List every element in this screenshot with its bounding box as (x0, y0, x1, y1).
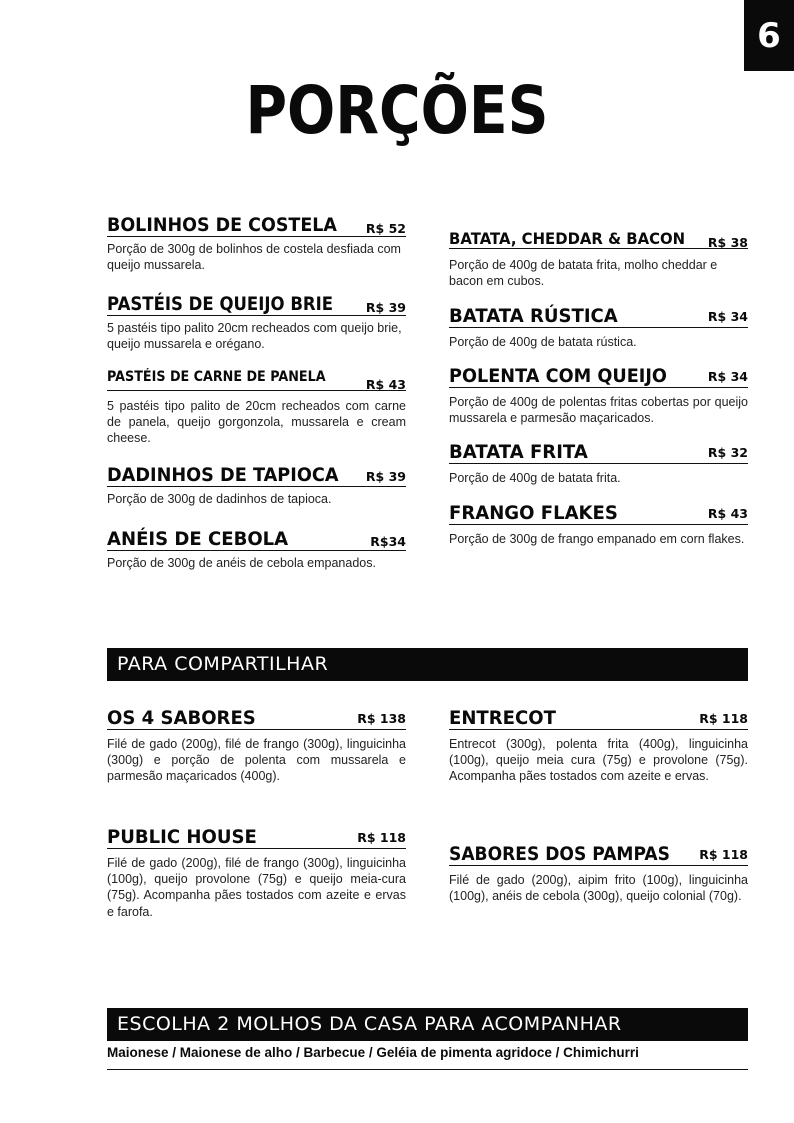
item-price: R$ 32 (707, 444, 748, 460)
item-price: R$ 118 (357, 829, 406, 845)
item-name: SABORES DOS PAMPAS (449, 843, 670, 865)
item-description: Porção de 300g de frango empanado em corn flakes. (449, 532, 745, 546)
item-price: R$ 43 (707, 505, 748, 521)
item-description: 5 pastéis tipo palito de 20cm recheados com carne de panela, queijo gorgonzola, mussarela e cream cheese. (107, 399, 406, 446)
menu-item (107, 208, 406, 273)
item-price: R$ 34 (707, 368, 748, 384)
item-name: POLENTA COM QUEIJO (449, 365, 667, 387)
item-price: R$ 39 (365, 468, 406, 484)
item-description: 5 pastéis tipo palito 20cm recheados com queijo brie, queijo mussarela e orégano. (107, 321, 402, 352)
item-name: BATATA RÚSTICA (449, 305, 618, 327)
menu-item (107, 704, 406, 785)
item-price: R$ 118 (699, 846, 748, 862)
item-price: R$ 34 (707, 308, 748, 324)
item-name: PASTÉIS DE CARNE DE PANELA (107, 369, 326, 385)
item-description: Porção de 300g de dadinhos de tapioca. (107, 492, 332, 506)
page-number-badge: 6 (744, 0, 794, 71)
menu-item (449, 362, 748, 426)
page-title: PORÇÕES (245, 72, 549, 149)
item-description: Filé de gado (200g), filé de frango (300g), linguicinha (300g) e porção de polenta com mussarela e parmesão maçaricados (400g). (107, 737, 406, 784)
item-price: R$ 138 (357, 710, 406, 726)
section-heading-molhos: ESCOLHA 2 MOLHOS DA CASA PARA ACOMPANHAR (107, 1008, 748, 1041)
item-description: Filé de gado (200g), filé de frango (300g), linguicinha (100g), queijo provolone (75g) e queijo meia-cura (75g). Acompanha pães tostados com azeite e ervas e farofa. (107, 856, 406, 919)
item-name: BOLINHOS DE COSTELA (107, 214, 337, 236)
item-description: Porção de 300g de anéis de cebola empanados. (107, 556, 376, 570)
item-price: R$ 39 (365, 299, 406, 315)
item-description: Porção de 400g de polentas fritas cobertas por queijo mussarela e parmesão maçaricados. (449, 395, 748, 426)
item-name: BATATA, CHEDDAR & BACON (449, 229, 686, 248)
menu-item (449, 302, 748, 350)
item-price: R$ 43 (365, 376, 406, 392)
menu-item (107, 287, 406, 352)
divider (107, 1069, 748, 1070)
item-name: OS 4 SABORES (107, 707, 256, 729)
item-description: Porção de 400g de batata frita. (449, 471, 621, 485)
menu-item (107, 364, 406, 447)
menu-item (449, 840, 748, 904)
item-description: Entrecot (300g), polenta frita (400g), linguicinha (100g), queijo meia cura (75g) e provolone (75g). Acompanha pães tostados com azeite e ervas. (449, 737, 748, 784)
menu-item (449, 224, 748, 289)
menu-item (449, 438, 748, 486)
item-name: BATATA FRITA (449, 441, 588, 463)
item-name: ENTRECOT (449, 707, 556, 729)
item-price: R$ 118 (699, 710, 748, 726)
item-price: R$ 52 (365, 220, 406, 236)
item-description: Filé de gado (200g), aipim frito (100g), linguicinha (100g), anéis de cebola (300g), queijo colonial (70g). (449, 873, 748, 904)
item-name: PASTÉIS DE QUEIJO BRIE (107, 293, 334, 315)
item-description: Porção de 400g de batata frita, molho cheddar e bacon em cubos. (449, 258, 718, 289)
menu-item (107, 458, 406, 507)
item-price: R$34 (370, 533, 406, 549)
menu-item (449, 704, 748, 785)
item-description: Porção de 400g de batata rústica. (449, 335, 637, 349)
item-name: PUBLIC HOUSE (107, 826, 257, 848)
sauce-list: Maionese / Maionese de alho / Barbecue / Geléia de pimenta agridoce / Chimichurri (107, 1045, 639, 1060)
item-description: Porção de 300g de bolinhos de costela desfiada com queijo mussarela. (107, 242, 401, 273)
section-heading-compartilhar: PARA COMPARTILHAR (107, 648, 748, 681)
menu-item (107, 823, 406, 920)
menu-item (449, 499, 748, 547)
item-name: DADINHOS DE TAPIOCA (107, 464, 339, 486)
menu-item (107, 522, 406, 571)
item-name: ANÉIS DE CEBOLA (107, 528, 289, 550)
item-price: R$ 38 (707, 234, 748, 250)
item-name: FRANGO FLAKES (449, 502, 618, 524)
